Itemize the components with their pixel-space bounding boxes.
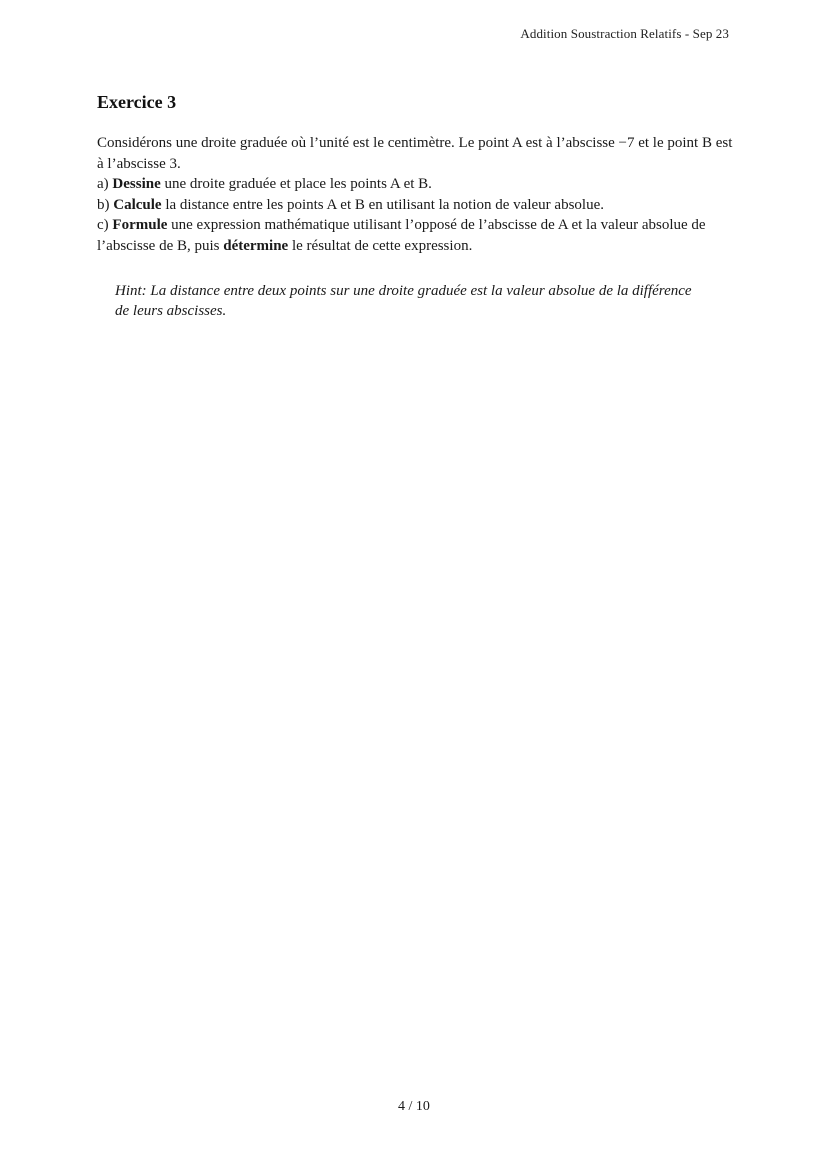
exercise-heading: Exercice 3 bbox=[97, 92, 177, 112]
item-c-text-2: le résultat de cette expression. bbox=[288, 237, 473, 254]
item-a-text: une droite graduée et place les points A et B. bbox=[160, 176, 432, 193]
page-number: 4 / 10 bbox=[398, 1099, 430, 1114]
item-b-keyword: Calcule bbox=[113, 196, 162, 213]
item-a-prefix: a) bbox=[97, 176, 113, 193]
item-c-text: une expression mathématique utilisant l’opposé de l’abscisse de A et la valeur absolue de l’abscisse de B, puis bbox=[97, 217, 706, 254]
exercise-hint: Hint: La distance entre deux points sur une droite graduée est la valeur absolue de la différence de leurs abscisses. bbox=[115, 282, 692, 320]
exercise-item-b bbox=[97, 195, 733, 216]
exercise-body bbox=[97, 133, 733, 257]
item-c-keyword: Formule bbox=[112, 217, 168, 234]
item-c-prefix: c) bbox=[97, 217, 113, 234]
item-b-text: la distance entre les points A et B en utilisant la notion de valeur absolue. bbox=[161, 196, 604, 213]
exercise-item-c bbox=[97, 215, 733, 256]
exercise-content bbox=[97, 92, 733, 322]
document-header-title: Addition Soustraction Relatifs - Sep 23 bbox=[520, 26, 729, 41]
exercise-intro: Considérons une droite graduée où l’unité est le centimètre. Le point A est à l’abscisse −7 et le point B est à l’abscisse 3. bbox=[97, 135, 733, 172]
exercise-item-a bbox=[97, 174, 733, 195]
item-a-keyword: Dessine bbox=[112, 176, 161, 193]
item-b-prefix: b) bbox=[97, 196, 114, 213]
item-c-keyword-2: détermine bbox=[223, 237, 289, 254]
